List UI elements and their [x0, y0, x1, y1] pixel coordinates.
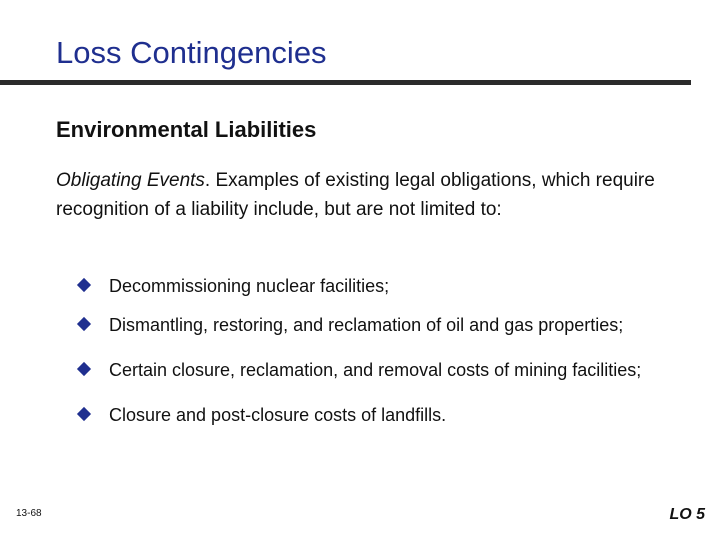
diamond-bullet-icon: [77, 278, 91, 292]
list-item: [76, 401, 676, 430]
diamond-bullet-icon: [77, 407, 91, 421]
list-item-text: Closure and post-closure costs of landfills.: [109, 405, 447, 425]
intro-paragraph: [56, 166, 656, 224]
list-item-text: Certain closure, reclamation, and removal costs of mining facilities;: [109, 360, 642, 380]
bullet-list: [76, 272, 676, 430]
learning-objective: LO 5: [669, 506, 705, 523]
section-heading: Environmental Liabilities: [56, 117, 317, 142]
slide-number: 13-68: [16, 508, 42, 519]
title-divider: [0, 80, 691, 85]
paragraph-text: . Examples of existing legal obligations, which require recognition of a liability include, but are not limited to:: [56, 170, 655, 220]
diamond-bullet-icon: [77, 317, 91, 331]
list-item-text: Dismantling, restoring, and reclamation of oil and gas properties;: [109, 315, 624, 335]
list-item: [76, 272, 676, 301]
list-item: [76, 311, 676, 340]
list-item-text: Decommissioning nuclear facilities;: [109, 276, 390, 296]
list-item: [76, 356, 676, 385]
paragraph-lead: Obligating Events: [56, 170, 205, 191]
slide-title: Loss Contingencies: [56, 35, 327, 70]
diamond-bullet-icon: [77, 362, 91, 376]
